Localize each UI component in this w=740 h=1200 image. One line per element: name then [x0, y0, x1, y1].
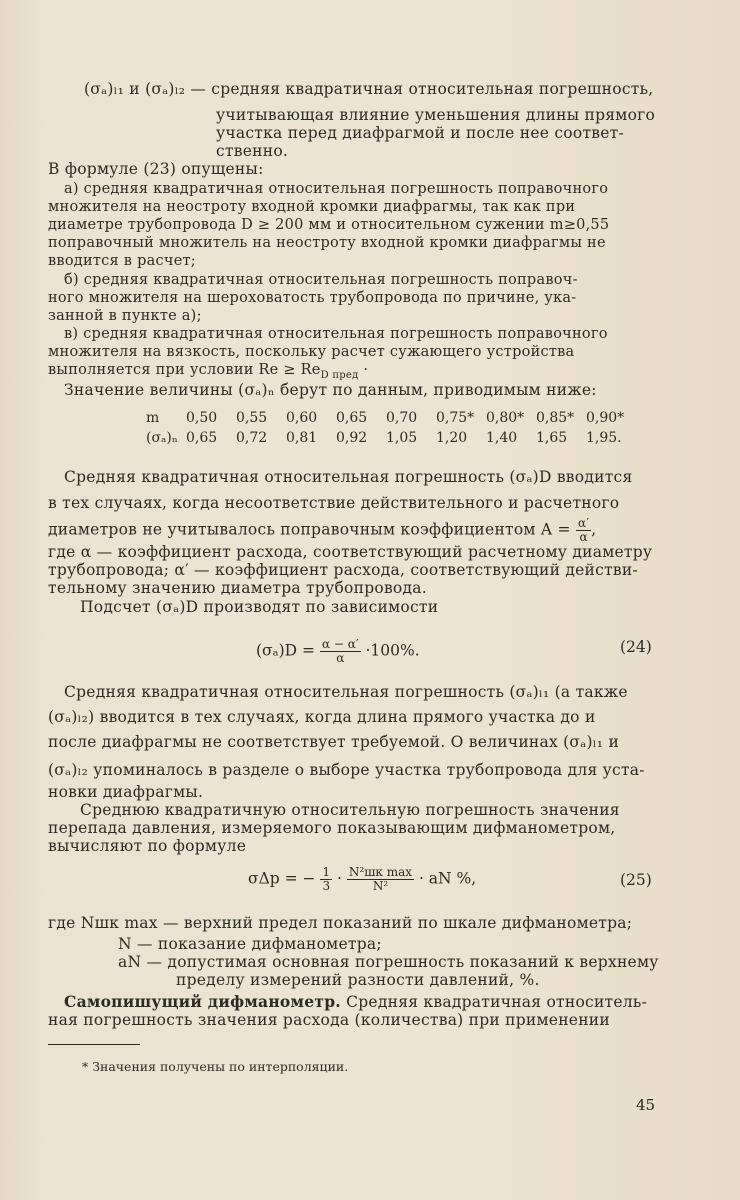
text-line: б) средняя квадратичная относительная погрешность поправоч-	[64, 272, 578, 288]
eq-lhs: (σₐ)D =	[256, 641, 315, 660]
eq-rhs: · aN %,	[418, 869, 477, 888]
text-line: пределу измерений разности давлений, %.	[176, 971, 540, 989]
fraction-denominator: N²	[372, 879, 389, 893]
table-cell: 0,72	[236, 430, 268, 446]
table-cell: 0,81	[286, 430, 318, 446]
fraction-numerator: 1	[322, 865, 331, 879]
fraction-numerator: α′	[577, 516, 590, 530]
text-line: (σₐ)ₗ₂) вводится в тех случаях, когда длина прямого участка до и	[48, 708, 596, 726]
text-line: вводится в расчет;	[48, 253, 196, 269]
table-row	[146, 430, 636, 446]
text-line: (σₐ)ₗ₁ и (σₐ)ₗ₂ — средняя квадратичная относительная погрешность,	[84, 80, 654, 98]
fraction	[576, 517, 591, 544]
text-line: множителя на вязкость, поскольку расчет сужающего устройства	[48, 344, 575, 360]
table-cell: 0,60	[286, 410, 318, 426]
table-cell: 0,92	[336, 430, 368, 446]
table-cell: 1,40	[486, 430, 518, 446]
equation-number: (25)	[620, 871, 652, 889]
fraction	[347, 866, 414, 893]
text-line: Значение величины (σₐ)ₙ берут по данным, приводимым ниже:	[64, 381, 597, 399]
text-line: В формуле (23) опущены:	[48, 160, 264, 178]
text-line: в тех случаях, когда несоответствие действительного и расчетного	[48, 494, 620, 512]
text-line: а) средняя квадратичная относительная погрешность поправочного	[64, 181, 609, 197]
text-line: диаметров не учитывалось поправочным коэффициентом A = $\frac{\alpha'}{\alpha}$ ,	[48, 516, 597, 544]
table-cell: 0,90*	[586, 410, 625, 426]
text-line: поправочный множитель на неостроту входной кромки диафрагмы не	[48, 235, 606, 251]
text-line: aN — допустимая основная погрешность показаний к верхнему	[118, 953, 659, 971]
fraction	[320, 866, 332, 893]
fraction-denominator: 3	[322, 879, 331, 893]
fraction-numerator: α − α′	[321, 637, 359, 651]
text-line: перепада давления, измеряемого показывающим дифманометром,	[48, 819, 616, 837]
subscript: D пред	[320, 369, 359, 381]
table-cell: 0,65	[336, 410, 368, 426]
table-cell: 0,80*	[486, 410, 525, 426]
text-span: выполняется при условии Re ≥ Re	[48, 362, 321, 378]
table-cell: 0,50	[186, 410, 218, 426]
table-cell: 0,55	[236, 410, 268, 426]
text-line: N — показание дифманометра;	[118, 935, 382, 953]
table-row	[146, 410, 636, 426]
text-line: ственно.	[216, 142, 289, 160]
text-line: Средняя квадратичная относительная погрешность (σₐ)D вводится	[64, 468, 633, 486]
footnote-divider	[48, 1044, 140, 1045]
text-line: занной в пункте а);	[48, 308, 202, 324]
text-line: ная погрешность значения расхода (количества) при применении	[48, 1011, 610, 1029]
text-line: (σₐ)ₗ₂ упоминалось в разделе о выборе участка трубопровода для уста-	[48, 761, 645, 779]
text-line: тельному значению диаметра трубопровода.	[48, 579, 427, 597]
page-number: 45	[636, 1096, 656, 1114]
text-line: ного множителя на шероховатость трубопровода по причине, ука-	[48, 290, 577, 306]
table-cell: 0,65	[186, 430, 218, 446]
text-line	[64, 993, 647, 1011]
eq-rhs: ·100%.	[365, 641, 420, 660]
table-cell: 1,20	[436, 430, 468, 446]
table-row-label: (σₐ)ₙ	[146, 430, 178, 446]
fraction-numerator: N²шк max	[348, 865, 413, 879]
table-row-label: m	[146, 410, 160, 426]
text-line: множителя на неостроту входной кромки диафрагмы, так как при	[48, 199, 576, 215]
text-line: Среднюю квадратичную относительную погрешность значения	[80, 801, 620, 819]
text-line: где α — коэффициент расхода, соответствующий расчетному диаметру	[48, 543, 653, 561]
text-line: вычисляют по формуле	[48, 837, 247, 855]
text-line: новки диафрагмы.	[48, 783, 204, 801]
text-span: Средняя квадратичная относитель-	[340, 993, 648, 1011]
text-line: Подсчет (σₐ)D производят по зависимости	[80, 598, 439, 616]
equation-24	[256, 638, 420, 665]
fraction-denominator: α	[579, 530, 588, 544]
fraction	[320, 638, 361, 665]
text-line: диаметре трубопровода D ≥ 200 мм и относительном сужении m≥0,55	[48, 217, 610, 233]
table-cell: 1,65	[536, 430, 568, 446]
table-cell: 0,75*	[436, 410, 475, 426]
text-line: Средняя квадратичная относительная погрешность (σₐ)ₗ₁ (а также	[64, 683, 628, 701]
text-span: диаметров не учитывалось поправочным коэффициентом A =	[48, 520, 571, 539]
text-line: где Nшк max — верхний предел показаний по шкале дифманометра;	[48, 914, 633, 932]
table-cell: 1,05	[386, 430, 418, 446]
equation-25: σΔp = − $\frac{1}{3}$ · $\frac{\text{N²шк max}}{\text{N²}}$ · aN %,	[248, 865, 477, 893]
eq-lhs: σΔp = −	[248, 869, 316, 888]
table-cell: 1,95.	[586, 430, 622, 446]
text-line: после диафрагмы не соответствует требуемой. О величинах (σₐ)ₗ₁ и	[48, 733, 620, 751]
text-line: в) средняя квадратичная относительная погрешность поправочного	[64, 326, 608, 342]
table-cell: 0,70	[386, 410, 418, 426]
text-line: трубопровода; α′ — коэффициент расхода, соответствующий действи-	[48, 561, 638, 579]
text-line: учитывающая влияние уменьшения длины прямого	[216, 106, 656, 124]
equation-number: (24)	[620, 638, 652, 656]
footnote: * Значения получены по интерполяции.	[82, 1059, 349, 1074]
section-heading: Самопишущий дифманометр.	[64, 992, 341, 1011]
text-line: участка перед диафрагмой и после нее соответ-	[216, 124, 624, 142]
fraction-denominator: α	[336, 651, 345, 665]
text-line: выполняется при условии $Re \ge Re_{D пред}$ ·	[48, 362, 369, 381]
table-cell: 0,85*	[536, 410, 575, 426]
